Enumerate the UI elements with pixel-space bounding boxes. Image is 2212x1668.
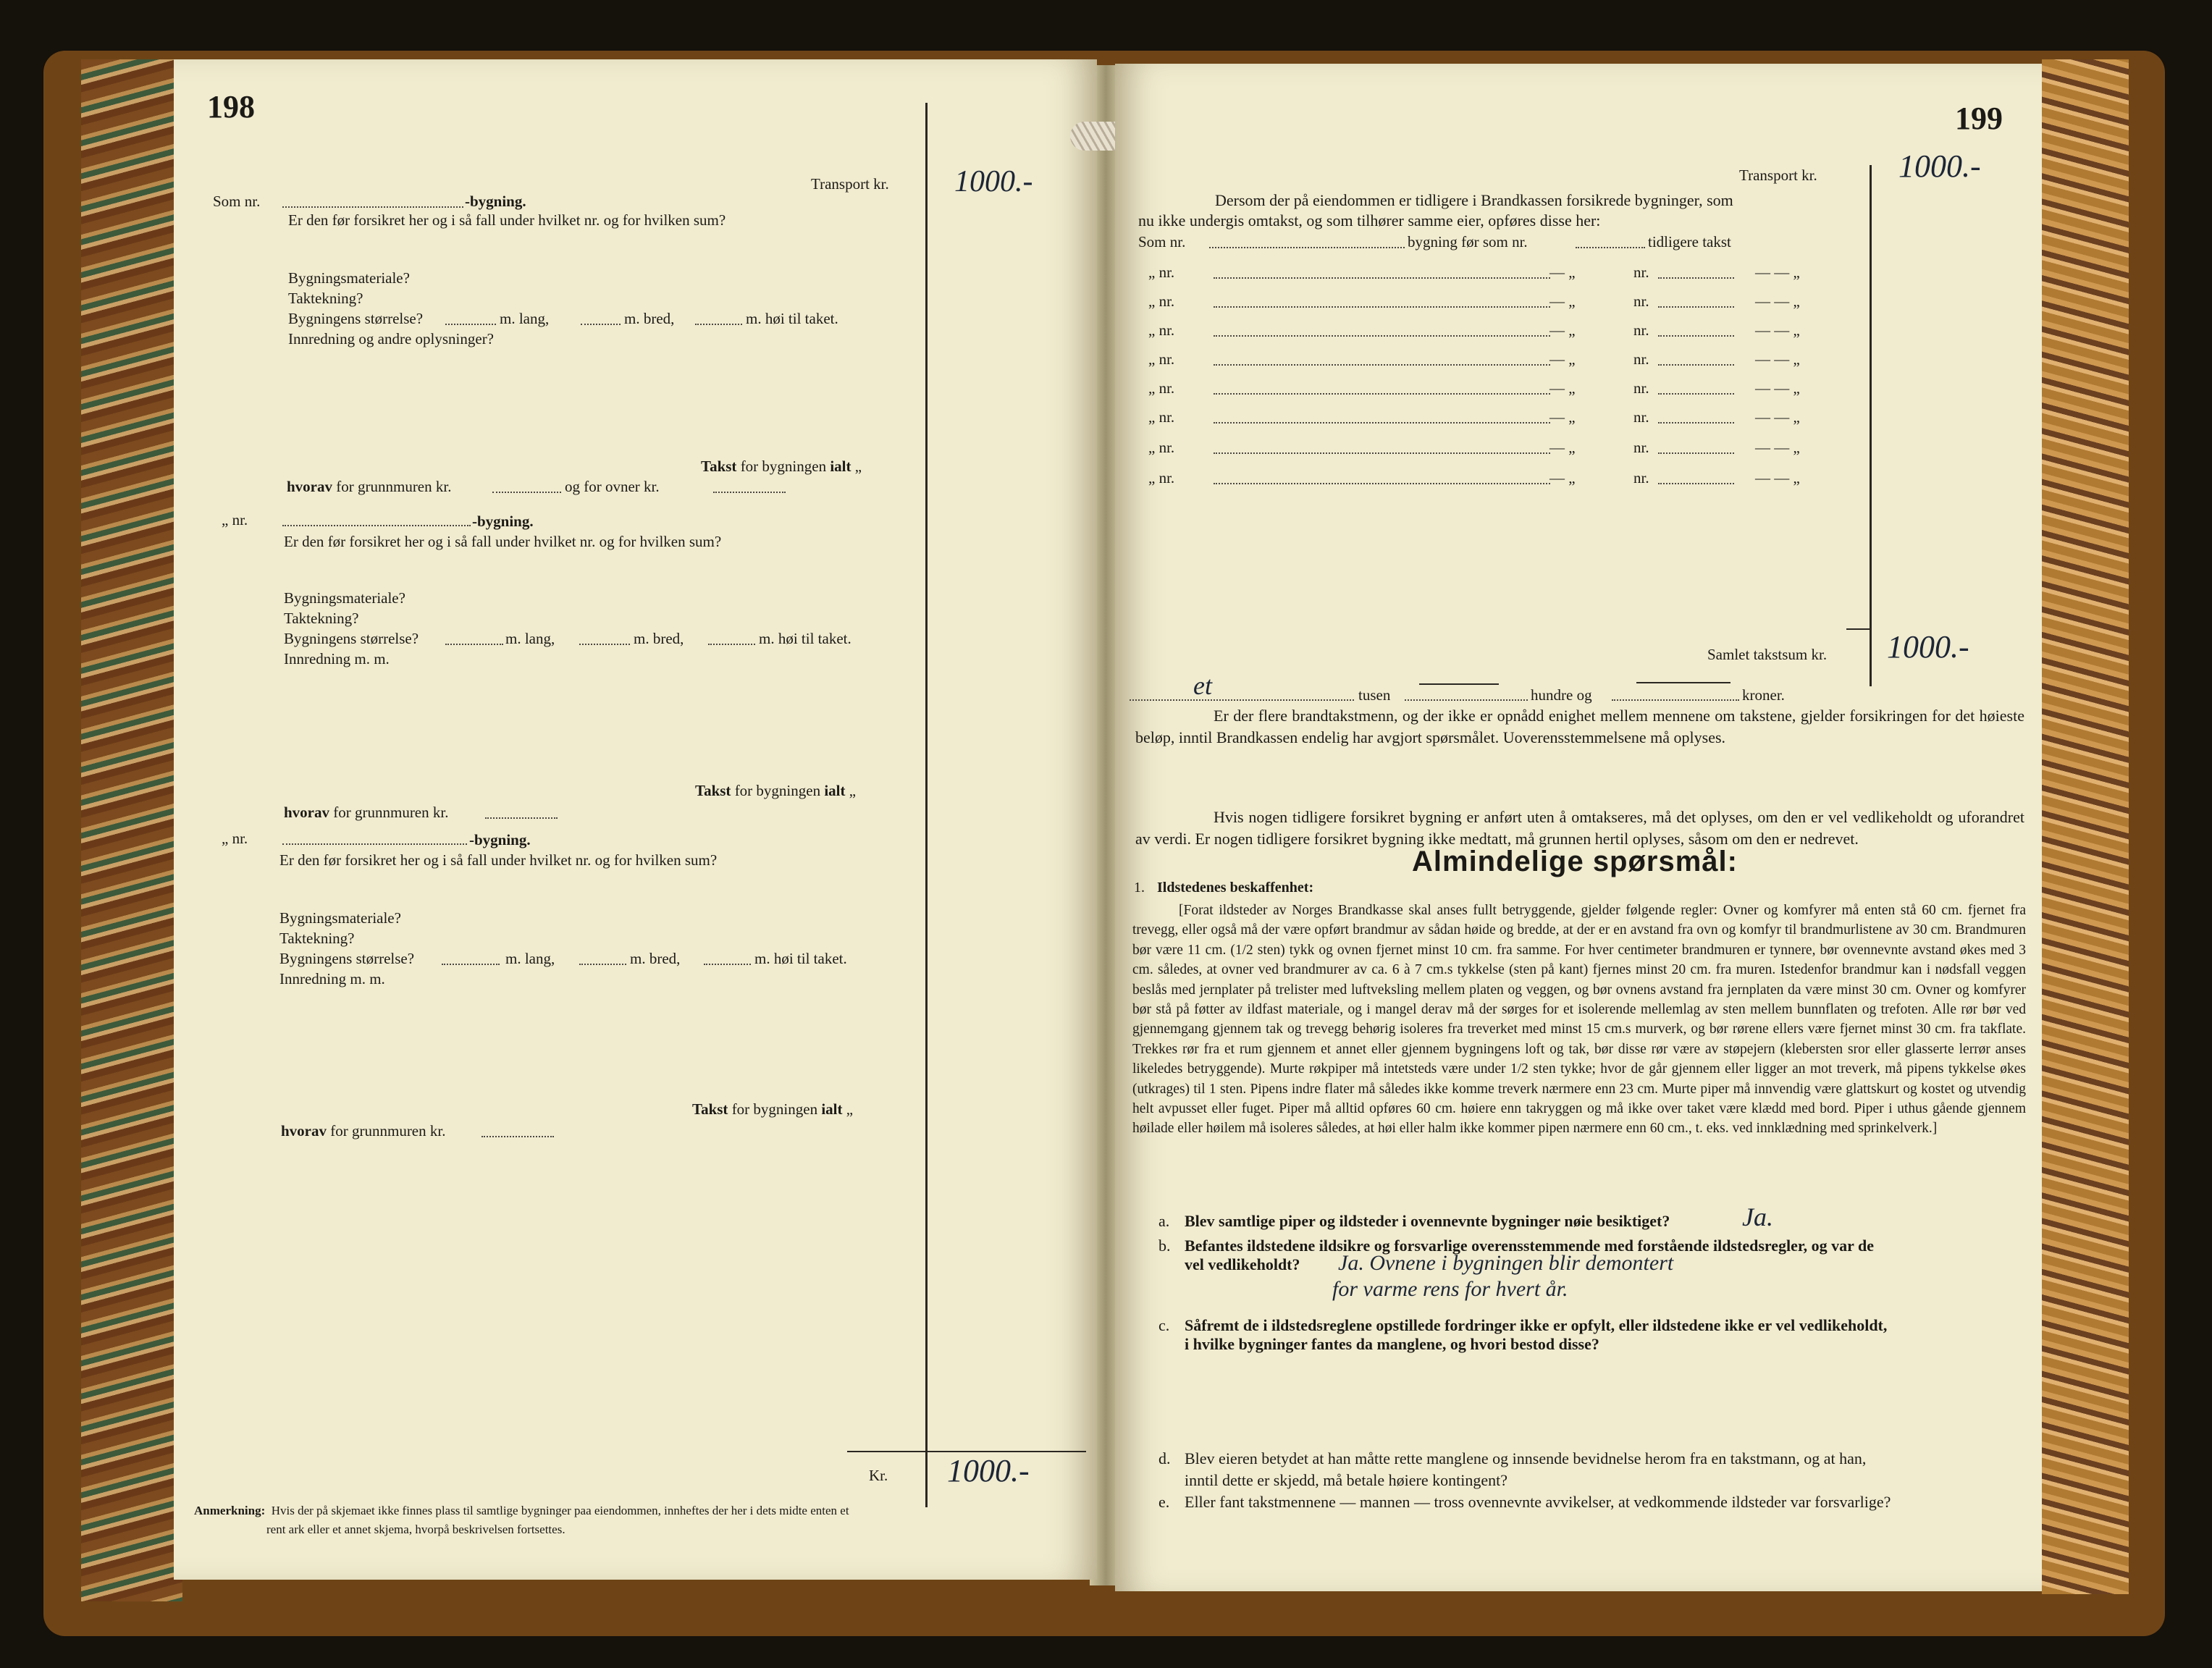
takst-label: Takst	[701, 458, 737, 475]
kroner-dash	[1636, 682, 1731, 683]
material-label: Bygningsmateriale?	[279, 909, 401, 927]
sum-rule	[1846, 628, 1872, 630]
height-field[interactable]	[704, 964, 751, 965]
row-dash: — „	[1549, 264, 1576, 281]
column-rule	[925, 103, 928, 1507]
row-dash: — „	[1549, 350, 1576, 368]
transport-value: 1000.-	[1898, 148, 1981, 184]
marbled-edge-left	[81, 59, 182, 1601]
takst-label: Takst	[692, 1100, 728, 1118]
question-text-cont: inntil dette er skjedd, må betale høiere kontingent?	[1185, 1471, 1507, 1489]
hvorav-label: hvorav	[284, 804, 329, 821]
size-label: Bygningens størrelse?	[288, 310, 424, 327]
takst-ialt: ialt	[821, 1100, 843, 1118]
row-nr-label: nr.	[1633, 292, 1649, 310]
stoves-field[interactable]	[713, 492, 786, 493]
building-field[interactable]	[1214, 277, 1550, 279]
row-nr-label: nr.	[1633, 469, 1649, 486]
section-1-number: 1.	[1134, 880, 1145, 896]
hundreds-field[interactable]	[1405, 699, 1528, 701]
old-number-field[interactable]	[1658, 393, 1734, 395]
roofing-label: Taktekning?	[279, 930, 355, 947]
foundation-label: for grunnmuren kr.	[333, 804, 449, 821]
row-end: — — „	[1755, 321, 1800, 339]
height-field[interactable]	[695, 324, 742, 325]
foundation-field[interactable]	[492, 492, 561, 493]
row-label: „ nr.	[1148, 379, 1175, 397]
total-value: 1000.-	[947, 1453, 1030, 1488]
old-number-field[interactable]	[1658, 452, 1734, 454]
hvis-tidligere-paragraph: Hvis nogen tidligere forsikret bygning er anført uten å omtakseres, må det oplyses, om den er vel vedlikeholdt og uforandret av verdi. Er nogen tidligere forsikret bygning ikke medtatt, må grunnen hertil oplyses, såsom om den er nedrevet.	[1135, 808, 2024, 848]
marbled-edge-right	[2042, 59, 2129, 1594]
question-text-cont: i hvilke bygninger fantes da manglene, og hvori bestod disse?	[1185, 1335, 1599, 1353]
row-label: „ nr.	[1148, 264, 1175, 281]
length-field[interactable]	[445, 644, 503, 645]
row-nr-label: nr.	[1633, 264, 1649, 281]
bygning-label: -bygning.	[472, 513, 534, 530]
hundre-label: hundre og	[1531, 686, 1592, 704]
stoves-label: og for ovner kr.	[565, 478, 660, 495]
hvorav-label: hvorav	[287, 478, 332, 495]
length-unit: m. lang,	[505, 950, 555, 967]
takst-end: „	[849, 782, 857, 799]
entry-label: „ nr.	[222, 511, 248, 528]
transport-value: 1000.-	[954, 165, 1033, 198]
left-page	[174, 59, 1097, 1580]
row-end: — — „	[1755, 439, 1800, 456]
old-number-field[interactable]	[1658, 277, 1734, 279]
row-label: „ nr.	[1148, 469, 1175, 486]
question-letter: d.	[1158, 1449, 1171, 1467]
column-rule	[1870, 165, 1872, 686]
building-field[interactable]	[1214, 422, 1550, 424]
foundation-field[interactable]	[485, 817, 558, 819]
building-field[interactable]	[1214, 483, 1550, 484]
entry-number-field[interactable]	[282, 525, 471, 526]
row-end: — — „	[1755, 350, 1800, 368]
tusen-label: tusen	[1358, 686, 1391, 704]
takst-mid: for bygningen	[740, 458, 827, 475]
width-unit: m. bred,	[634, 630, 684, 647]
size-label: Bygningens størrelse?	[279, 950, 415, 967]
row-nr-label: nr.	[1633, 350, 1649, 368]
answer-b-line-2: for varme rens for hvert år.	[1332, 1277, 1568, 1301]
height-unit: m. høi til taket.	[754, 950, 847, 967]
previous-insurance-question: Er den før forsikret her og i så fall under hvilket nr. og for hvilken sum?	[288, 211, 726, 229]
ildsted-rules-paragraph: [Forat ildsteder av Norges Brandkasse skal anses fullt betryggende, gjelder følgende regler: Ovner og komfyrer må enten stå 60 cm. fjernet fra trevegg, eller også må der være opført brandmur av sådan høide og bredde, at der er en avstand fra ovn og komfyr til brandmurlistene av 30 cm. Brandmuren bør være 11 cm. (1/2 sten) tykk og ovnen fjernet minst 10 cm. fra samme. For hver centimeter brandmuren er tynnere, bør ovennevnte avstand økes med 3 cm. således, at ovner ved brandmurer av ca. 6 à 7 cm.s tykkelse (sten på kant) fjernes minst 20 cm. fra muren. Istedenfor brandmur kan i nødsfall veggen beslås med jernplater på trelister med luftveksling mellem platen og veggen, og bør ovnens avstand fra jernplaten da være minst 30 cm. Ovner og komfyrer bør stå på føtter av ildfast materiale, og i mangel derav må der sørges for et isolerende mellemlag av sten mellem bunnflaten og trefoten. Alle rør bør ved gjennemgang gjennem tak og trevegg behørig isoleres fra treverket med minst 15 cm.s murverk, og bør rørene ellers være fjernet minst 30 cm. fra takflate. Trekkes rør fra et rum gjennem et annet eller gjennem bygningens loft og tak, bør disse rør være av støpejern (klebersten sror eller glasserte lerrør anses likeledes betryggende). Murte røkpiper må intetsteds være under 1/2 sten tykke; hvor de går gjennem eller ligger an mot treverk, må pipens tykkelse økes (utkrages) til 1 sten. Pipens indre flater må således ikke komme treverk nærmere enn 23 cm. Murte piper må innvendig være glattskurt og kostet og utvendig helt avpusset eller fuget. Piper må alltid opføres 60 cm. høiere enn takryggen og må ikke over taket være klædd med bord. Piper i uthus gående gjennem høilade eller høilem må isoleres således, at høi eller halm ikke kommer pipen nærmere enn 60 cm., t. eks. ved innklædning med sprinkelverk.]	[1132, 903, 2026, 1137]
previous-insurance-question: Er den før forsikret her og i så fall under hvilket nr. og for hvilken sum?	[284, 533, 722, 550]
building-field[interactable]	[1214, 452, 1550, 454]
length-field[interactable]	[445, 324, 496, 325]
row-label: „ nr.	[1148, 408, 1175, 426]
length-field[interactable]	[442, 964, 500, 965]
amount-word: et	[1193, 671, 1212, 700]
old-number-field[interactable]	[1658, 364, 1734, 366]
hundreds-dash	[1419, 683, 1499, 685]
entry-number-field[interactable]	[282, 206, 463, 208]
note-line-2: rent ark eller et annet skjema, hvorpå beskrivelsen fortsettes.	[266, 1522, 565, 1536]
total-label: Kr.	[869, 1467, 888, 1484]
interior-label: Innredning m. m.	[284, 650, 390, 667]
question-text: Befantes ildstedene ildsikre og forsvarlige overensstemmende med forstående ildstedsregler, og var de	[1185, 1237, 1875, 1255]
entry-label: Som nr.	[213, 193, 261, 210]
height-unit: m. høi til taket.	[759, 630, 851, 647]
foundation-label: for grunnmuren kr.	[336, 478, 452, 495]
size-label: Bygningens størrelse?	[284, 630, 419, 647]
intro-line-1: Dersom der på eiendommen er tidligere i Brandkassen forsikrede bygninger, som	[1215, 191, 1733, 209]
question-letter: a.	[1158, 1212, 1170, 1230]
row-nr-label: nr.	[1633, 321, 1649, 339]
thousands-field[interactable]	[1130, 699, 1354, 701]
building-field[interactable]	[1209, 247, 1405, 248]
previous-insurance-question: Er den før forsikret her og i så fall under hvilket nr. og for hvilken sum?	[279, 851, 718, 869]
takst-label: Takst	[695, 782, 731, 799]
page-number: 198	[207, 89, 255, 125]
row-end: — — „	[1755, 292, 1800, 310]
building-field[interactable]	[1214, 335, 1550, 337]
question-letter: b.	[1158, 1237, 1171, 1255]
row-end: — — „	[1755, 469, 1800, 486]
row-dash: — „	[1549, 379, 1576, 397]
width-field[interactable]	[579, 964, 626, 965]
row-nr-label: nr.	[1633, 408, 1649, 426]
roofing-label: Taktekning?	[284, 610, 359, 627]
old-number-field[interactable]	[1658, 306, 1734, 308]
old-number-field[interactable]	[1658, 335, 1734, 337]
roofing-label: Taktekning?	[288, 290, 363, 307]
foundation-field[interactable]	[481, 1136, 554, 1137]
row-label: „ nr.	[1148, 439, 1175, 456]
foundation-label: for grunnmuren kr.	[330, 1122, 446, 1140]
row-dash: — „	[1549, 408, 1576, 426]
takst-mid: for bygningen	[734, 782, 821, 799]
row-tidligere-label: tidligere takst	[1648, 233, 1731, 250]
transport-label: Transport kr.	[811, 175, 889, 193]
question-text: Blev eieren betydet at han måtte rette manglene og innsende bevidnelse herom fra en takstmann, og at han,	[1185, 1449, 1867, 1467]
question-text: Blev samtlige piper og ildsteder i ovennevnte bygninger nøie besiktiget?	[1185, 1212, 1670, 1230]
takst-mid: for bygningen	[731, 1100, 818, 1118]
section-heading: Almindelige spørsmål:	[1412, 846, 1738, 877]
width-field[interactable]	[579, 644, 630, 645]
kroner-label: kroner.	[1742, 686, 1785, 704]
takst-end: „	[846, 1100, 854, 1118]
bygning-label: -bygning.	[469, 831, 531, 848]
entry-label: „ nr.	[222, 830, 248, 847]
question-text-cont: vel vedlikeholdt?	[1185, 1255, 1300, 1273]
row-end: — — „	[1755, 379, 1800, 397]
row-label: „ nr.	[1148, 292, 1175, 310]
old-number-field[interactable]	[1658, 422, 1734, 424]
kroner-field[interactable]	[1612, 699, 1739, 701]
row-dash: — „	[1549, 292, 1576, 310]
question-letter: e.	[1158, 1493, 1170, 1511]
entry-number-field[interactable]	[282, 843, 467, 845]
building-field[interactable]	[1214, 306, 1550, 308]
row-nr-label: nr.	[1633, 379, 1649, 397]
answer-b-line-1: Ja. Ovnene i bygningen blir demontert	[1338, 1251, 1674, 1275]
page-number: 199	[1955, 101, 2003, 136]
note-label: Anmerkning:	[194, 1504, 266, 1517]
note-line-1: Hvis der på skjemaet ikke finnes plass til samtlige bygninger paa eiendommen, innheftes der her i dets midte enten et	[271, 1504, 849, 1517]
bygning-label: -bygning.	[465, 193, 526, 210]
transport-label: Transport kr.	[1739, 167, 1817, 184]
intro-line-2: nu ikke undergis omtakst, og som tilhører samme eier, opføres disse her:	[1138, 211, 1601, 229]
material-label: Bygningsmateriale?	[288, 269, 410, 287]
row-nr-label: nr.	[1633, 439, 1649, 456]
question-text: Såfremt de i ildstedsreglene opstillede fordringer ikke er opfylt, eller ildstedene ikke er vel vedlikeholdt,	[1185, 1316, 1888, 1334]
building-field[interactable]	[1214, 364, 1550, 366]
interior-label: Innredning og andre oplysninger?	[288, 330, 495, 348]
height-field[interactable]	[708, 644, 755, 645]
flere-takstmenn-paragraph: Er der flere brandtakstmenn, og der ikke er opnådd enighet mellem mennene om takstene, gjelder forsikringen for det høieste beløp, inntil Brandkassen endelig har avgjort spørsmålet. Uoverensstemmelsene må oplyses.	[1135, 707, 2024, 746]
width-field[interactable]	[581, 324, 621, 325]
old-number-field[interactable]	[1658, 483, 1734, 484]
row-dash: — „	[1549, 321, 1576, 339]
takst-end: „	[854, 458, 862, 475]
hvorav-label: hvorav	[281, 1122, 327, 1140]
length-unit: m. lang,	[500, 310, 550, 327]
building-field[interactable]	[1214, 393, 1550, 395]
height-unit: m. høi til taket.	[746, 310, 838, 327]
material-label: Bygningsmateriale?	[284, 589, 405, 607]
samlet-value: 1000.-	[1887, 629, 1969, 665]
section-1-title: Ildstedenes beskaffenhet:	[1157, 880, 1314, 896]
row-label: „ nr.	[1148, 321, 1175, 339]
row-dash: — „	[1549, 439, 1576, 456]
row-dash: — „	[1549, 469, 1576, 486]
row-label: „ nr.	[1148, 350, 1175, 368]
right-page	[1115, 64, 2042, 1591]
row-label: Som nr.	[1138, 233, 1186, 250]
samlet-label: Samlet takstsum kr.	[1707, 646, 1828, 663]
row-bygning-label: bygning før som nr.	[1408, 233, 1528, 250]
width-unit: m. bred,	[630, 950, 681, 967]
takst-ialt: ialt	[830, 458, 851, 475]
question-letter: c.	[1158, 1316, 1170, 1334]
takst-ialt: ialt	[824, 782, 846, 799]
question-text: Eller fant takstmennene — mannen — tross ovennevnte avvikelser, at vedkommende ildsteder var forsvarlige?	[1185, 1493, 1891, 1511]
row-end: — — „	[1755, 264, 1800, 281]
interior-label: Innredning m. m.	[279, 970, 385, 987]
row-end: — — „	[1755, 408, 1800, 426]
old-number-field[interactable]	[1576, 247, 1645, 248]
width-unit: m. bred,	[624, 310, 675, 327]
length-unit: m. lang,	[505, 630, 555, 647]
answer-a: Ja.	[1742, 1202, 1773, 1231]
